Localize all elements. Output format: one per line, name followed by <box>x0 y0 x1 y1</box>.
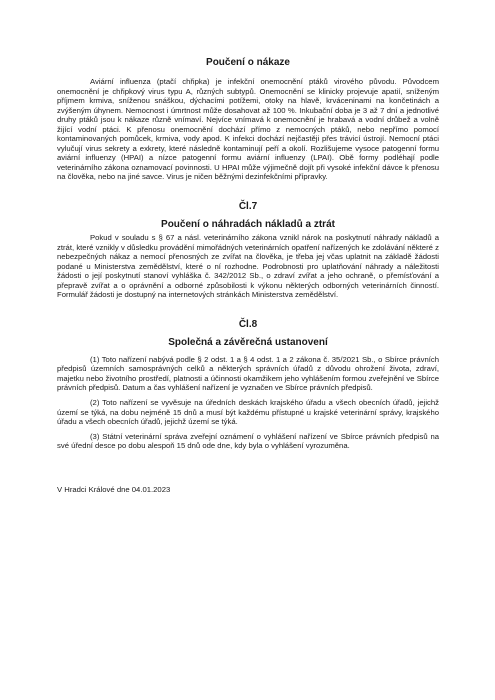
place-and-date: V Hradci Králové dne 04.01.2023 <box>57 484 171 494</box>
article-8-title: Společná a závěrečná ustanovení <box>168 336 328 348</box>
article-8-paragraph-1: (1) Toto nařízení nabývá podle § 2 odst. 1 a § 4 odst. 1 a 2 zákona č. 35/2021 Sb., o Sbírce právních předpisů územních samosprávných celků a některých správních úřadů z důvodu ohrožení života, zdraví, majetku nebo životního prostředí, platnosti a účinnosti okamžikem jeho vyhlášením formou zveřejnění ve Sbírce právních předpisů. Datum a čas vyhlášení nařízení je vyznačen ve Sbírce právních předpisů. <box>57 354 439 393</box>
article-8-paragraph-2: (2) Toto nařízení se vyvěsuje na úředních deskách krajského úřadu a všech obecních úřadů, jejichž území se týká, na dobu nejméně 15 dnů a musí být každému přístupné u krajské veterinární správy, krajského úřadu a všech obecních úřadů, jejichž území se týká. <box>57 398 439 427</box>
disease-info-paragraph: Aviární influenza (ptačí chřipka) je infekční onemocnění ptáků virového původu. Původcem onemocnění je chřipkový virus typu A, různých subtypů. Onemocnění se klinicky projevuje apatií, sníženým příjmem krmiva, sníženou snáškou, dýchacími potížemi, otoky na hlavě, krváceninami na končetinách a zvýšeným úhynem. Nemocnost i úmrtnost může dosahovat až 100 %. Inkubační doba je 3 až 7 dní a jednotlivé druhy ptáků jsou k nákaze různě vnímaví. Nejvíce vnímavá k onemocnění je hrabavá a vodní drůbež a volně žijící vodní ptáci. K přenosu onemocnění dochází přímo z nemocných ptáků, nebo nepřímo pomocí kontaminovaných pomůcek, krmiva, vody apod. K infekci dochází nejčastěji přes trávicí ústrojí. Nemocní ptáci vylučují virus sekrety a exkrety, které následně kontaminují peří a okolí. Rozlišujeme vysoce patogenní formu aviární influenzy (HPAI) a nízce patogenní formu aviární influenzy (LPAI). Obě formy podléhají podle veterinárního zákona oznamovací povinnosti. U HPAI může výjimečně dojít při vysoké infekční dávce k přenosu na člověka, nebo na jiné savce. Virus je ničen běžnými dezinfekčními přípravky. <box>57 77 439 182</box>
article-7-paragraph: Pokud v souladu s § 67 a násl. veterinárního zákona vznikl nárok na poskytnutí náhrady nákladů a ztrát, které vznikly v důsledku provádění mimořádných veterinárních opatření nařízených ke zdolávání některé z nebezpečných nákaz a nemocí přenosných ze zvířat na člověka, je třeba jej včas uplatnit na základě žádosti podané u Ministerstva zemědělství, které o ní rozhodne. Podrobnosti pro uplatňování náhrady a náležitosti žádosti o její poskytnutí stanoví vyhláška č. 342/2012 Sb., o zdraví zvířat a jeho ochraně, o přemísťování a přepravě zvířat a o oprávnění a odborné způsobilosti k výkonu některých odborných veterinárních činností. Formulář žádosti je dostupný na internetových stránkách Ministerstva zemědělství. <box>57 233 439 300</box>
article-8-number: Čl.8 <box>238 318 258 330</box>
article-7-title: Poučení o náhradách nákladů a ztrát <box>161 219 335 231</box>
article-7-number: Čl.7 <box>238 201 258 213</box>
article-8-paragraph-3: (3) Státní veterinární správa zveřejní oznámení o vyhlášení nařízení ve Sbírce právních předpisů na své úřední desce po dobu alespoň 15 dnů ode dne, kdy byla o vyhlášení vyrozuměna. <box>57 431 439 451</box>
section-title-disease-info: Poučení o nákaze <box>206 57 290 68</box>
